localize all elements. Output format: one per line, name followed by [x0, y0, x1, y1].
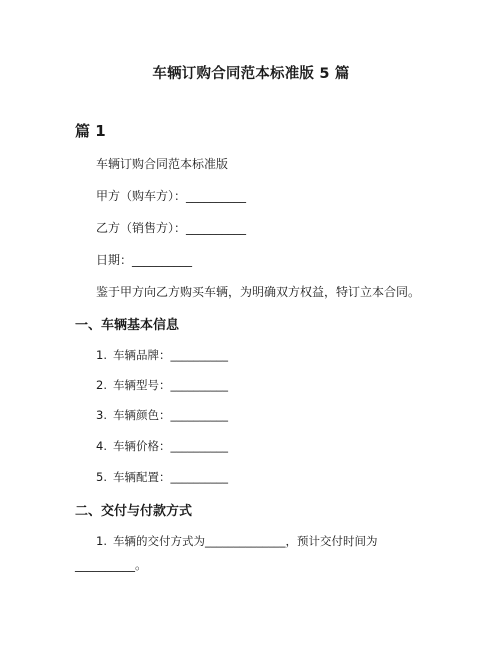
list-text: 车辆配置：__________ [112, 470, 228, 484]
list-number: 1. [96, 534, 107, 548]
list-number: 3. [96, 408, 107, 422]
list-text: 车辆的交付方式为______________，预计交付时间为 [112, 534, 378, 548]
date-line: 日期：__________ [96, 253, 193, 267]
document-title: 车辆订购合同范本标准版 5 篇 [152, 66, 350, 82]
section-heading-vehicle-info: 一、车辆基本信息 [75, 318, 180, 333]
party-b-line: 乙方（销售方）：__________ [96, 221, 247, 235]
list-text: 车辆颜色：__________ [112, 408, 228, 422]
list-text: 车辆价格：__________ [112, 439, 228, 453]
list-number: 2. [96, 378, 107, 392]
contract-name: 车辆订购合同范本标准版 [96, 157, 229, 171]
list-item [96, 469, 228, 485]
list-item [96, 377, 228, 393]
list-number: 4. [96, 439, 107, 453]
list-text: 车辆品牌：__________ [112, 348, 228, 362]
list-item-continuation: __________。 [75, 558, 148, 572]
list-item [96, 407, 228, 423]
part-heading: 篇 1 [75, 122, 106, 140]
list-number: 5. [96, 470, 107, 484]
list-item [96, 533, 377, 549]
list-number: 1. [96, 348, 107, 362]
list-item [96, 438, 228, 454]
list-text: 车辆型号：__________ [112, 378, 228, 392]
list-item [96, 347, 228, 363]
section-heading-delivery-payment: 二、交付与付款方式 [75, 504, 193, 519]
preamble: 鉴于甲方向乙方购买车辆，为明确双方权益，特订立本合同。 [96, 285, 421, 299]
party-a-line: 甲方（购车方）：__________ [96, 189, 247, 203]
